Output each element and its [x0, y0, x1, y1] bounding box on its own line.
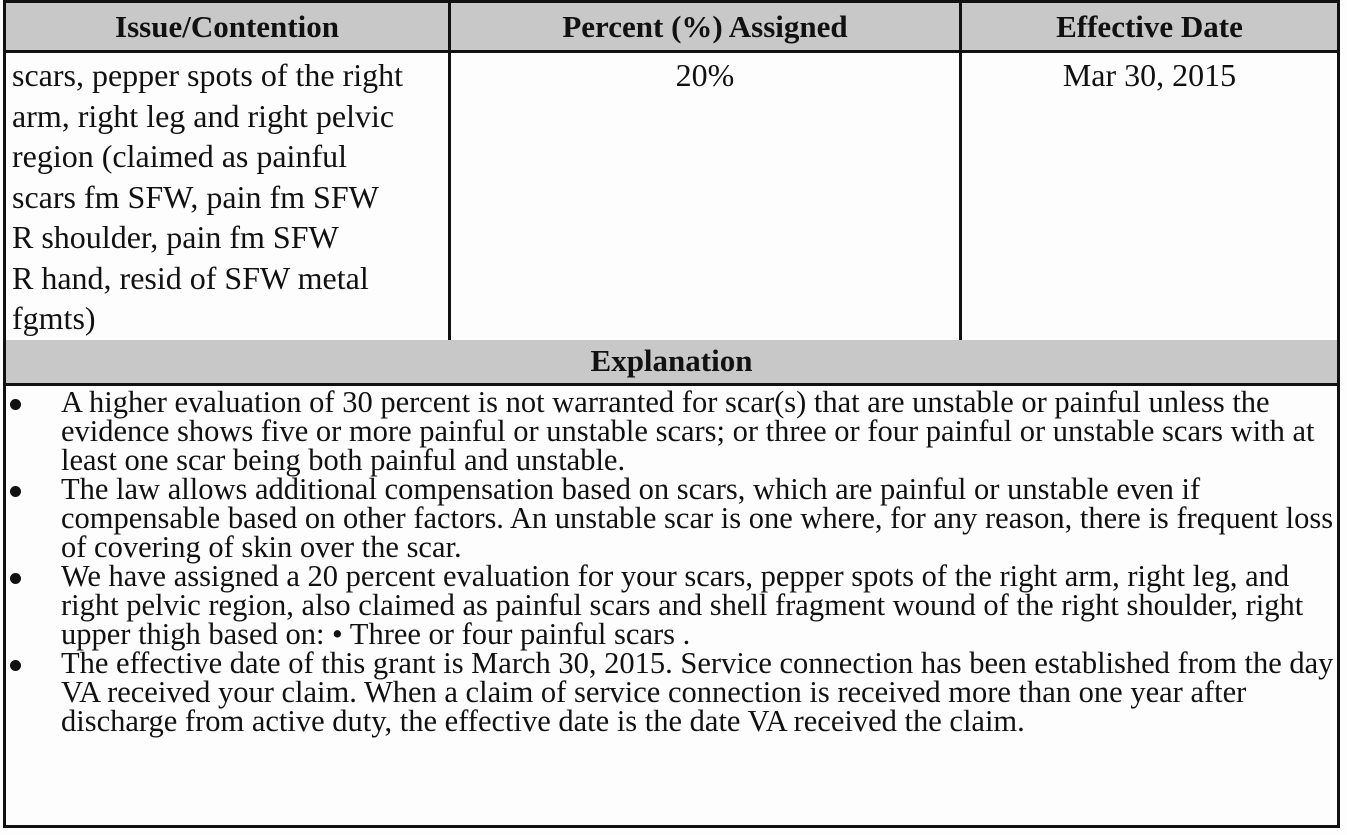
explanation-bullet-text: A higher evaluation of 30 percent is not warranted for scar(s) that are unstable or painful unless the evidence shows five or more painful or unstable scars; or three or four painful or unstable scars with at least one scar being both painful and unstable.: [61, 385, 1315, 477]
header-effective-date: Effective Date: [961, 2, 1339, 52]
explanation-bullet-text: We have assigned a 20 percent evaluation for your scars, pepper spots of the right arm, right leg, and right pelvic region, also claimed as painful scars and shell fragment wound of the right shoulder, right upper thigh based on: • Three or four painful scars .: [61, 559, 1304, 651]
percent-assigned-cell: 20%: [450, 52, 961, 344]
explanation-bullet-text: The law allows additional compensation based on scars, which are painful or unstable even if compensable based on other factors. An unstable scar is one where, for any reason, there is frequent loss of covering of skin over the scar.: [61, 472, 1334, 564]
outer-border: [3, 0, 1340, 828]
issue-line: scars fm SFW, pain fm SFW: [12, 178, 379, 215]
issue-line: R hand, resid of SFW metal: [12, 259, 369, 296]
issue-line: R shoulder, pain fm SFW: [12, 219, 339, 255]
explanation-bullet-text: The effective date of this grant is March 30, 2015. Service connection has been established from the day VA received your claim. When a claim of service connection is received more than one year after discharge from active duty, the effective date is the date VA received the claim.: [61, 646, 1334, 738]
explanation-header: Explanation: [3, 340, 1340, 386]
issue-line: scars, pepper spots of the right: [12, 57, 404, 93]
header-percent-assigned: Percent (%) Assigned: [450, 2, 961, 52]
issue-line: arm, right leg and right pelvic: [12, 97, 395, 134]
issue-line: region (claimed as painful: [12, 138, 347, 174]
effective-date-cell: Mar 30, 2015: [961, 52, 1339, 344]
issue-line: fgmts): [12, 300, 96, 336]
header-issue-contention: Issue/Contention: [5, 2, 450, 52]
